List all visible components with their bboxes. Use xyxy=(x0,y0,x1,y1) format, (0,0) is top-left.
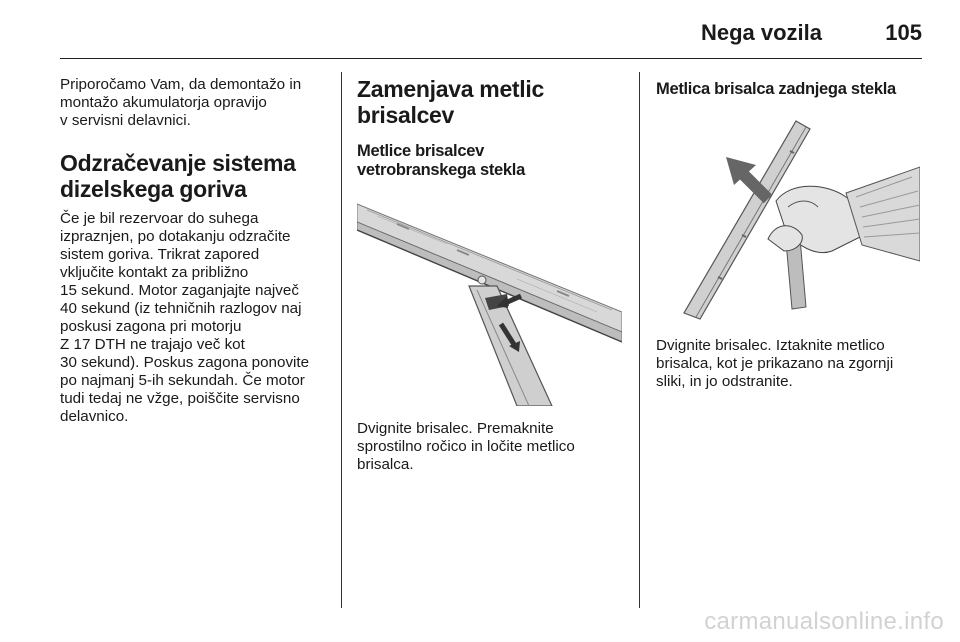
column-divider xyxy=(639,72,640,608)
rear-wiper-caption: Dvignite brisalec. Iztaknite metlico brisalca, kot je prikazano na zgornji sliki, in jo odstranite. xyxy=(656,337,894,390)
rear-wiper-removal-icon xyxy=(656,111,920,323)
windscreen-wiper-figure xyxy=(357,194,622,406)
column-left xyxy=(60,76,332,426)
fuel-bleed-heading: Odzračevanje sistema dizelskega goriva xyxy=(60,150,296,202)
page-number: 105 xyxy=(885,20,922,45)
column-right xyxy=(656,76,922,391)
windscreen-wiper-caption: Dvignite brisalec. Premaknite sprostilno ročico in ločite metlico brisalca. xyxy=(357,420,575,473)
column-middle xyxy=(357,76,622,474)
section-title: Nega vozila xyxy=(700,20,822,45)
fuel-bleed-paragraph: Če je bil rezervoar do suhega izpraznjen, po dotakanju odzračite sistem goriva. Trikrat zapored vključite kontakt za približno 15 sekund. Motor zaganjajte največ 40 sekund (iz tehničnih razlogov naj poskusi zagona pri motorju Z 17 DTH ne trajajo več kot 30 sekund). Poskus zagona ponovite po najmanj 5-ih sekundah. Če motor tudi tedaj ne vžge, poiščite servisno delavnico. xyxy=(60,210,310,425)
column-divider xyxy=(341,72,342,608)
windscreen-wiper-subheading: Metlice brisalcev vetrobranskega stekla xyxy=(357,142,525,179)
windscreen-wiper-release-icon xyxy=(357,194,622,406)
watermark: carmanualsonline.info xyxy=(704,608,944,635)
page-header xyxy=(60,12,922,59)
intro-paragraph: Priporočamo Vam, da demontažo in montažo akumulatorja opravijo v servisni delavnici. xyxy=(60,76,302,129)
rear-wiper-subheading: Metlica brisalca zadnjega stekla xyxy=(656,80,896,98)
wiper-replacement-heading: Zamenjava metlic brisalcev xyxy=(357,76,544,128)
rear-wiper-figure xyxy=(656,111,920,323)
